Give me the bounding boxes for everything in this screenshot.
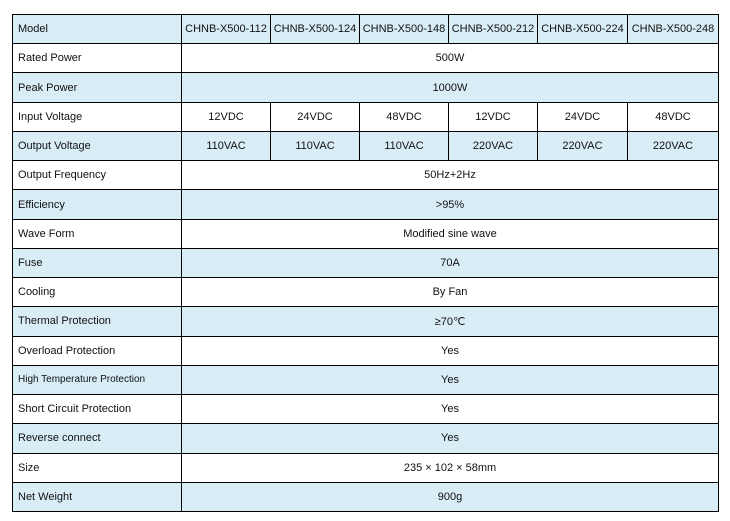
row-value: 900g <box>182 482 719 511</box>
table-header-row <box>13 15 719 44</box>
row-value: 48VDC <box>360 102 449 131</box>
row-label: Efficiency <box>13 190 182 219</box>
row-value: 220VAC <box>538 131 628 160</box>
table-row <box>13 336 719 365</box>
row-label: High Temperature Protection <box>13 365 182 394</box>
row-label: Size <box>13 453 182 482</box>
table-row <box>13 161 719 190</box>
row-value: 12VDC <box>182 102 271 131</box>
row-label: Output Voltage <box>13 131 182 160</box>
row-value: 220VAC <box>628 131 719 160</box>
row-label: Input Voltage <box>13 102 182 131</box>
table-row <box>13 278 719 307</box>
row-value: 24VDC <box>538 102 628 131</box>
table-row <box>13 424 719 453</box>
row-value: 110VAC <box>182 131 271 160</box>
row-label: Rated Power <box>13 44 182 73</box>
row-value: 110VAC <box>271 131 360 160</box>
row-value: 235 × 102 × 58mm <box>182 453 719 482</box>
table-row <box>13 395 719 424</box>
table-row <box>13 248 719 277</box>
table-row <box>13 131 719 160</box>
table-row <box>13 44 719 73</box>
row-value: By Fan <box>182 278 719 307</box>
row-value: 48VDC <box>628 102 719 131</box>
row-value: Yes <box>182 365 719 394</box>
row-value: 110VAC <box>360 131 449 160</box>
model-cell: CHNB-X500-212 <box>449 15 538 44</box>
row-value: Yes <box>182 395 719 424</box>
row-label: Short Circuit Protection <box>13 395 182 424</box>
row-label: Reverse connect <box>13 424 182 453</box>
table-row <box>13 307 719 336</box>
row-label: Fuse <box>13 248 182 277</box>
row-label: Wave Form <box>13 219 182 248</box>
model-cell: CHNB-X500-148 <box>360 15 449 44</box>
model-cell: CHNB-X500-248 <box>628 15 719 44</box>
table-row <box>13 453 719 482</box>
row-value: 1000W <box>182 73 719 102</box>
row-value: 220VAC <box>449 131 538 160</box>
row-label: Thermal Protection <box>13 307 182 336</box>
header-label-model: Model <box>13 15 182 44</box>
model-cell: CHNB-X500-224 <box>538 15 628 44</box>
row-value: Yes <box>182 424 719 453</box>
row-label: Peak Power <box>13 73 182 102</box>
table-row <box>13 190 719 219</box>
table-row <box>13 219 719 248</box>
row-value: ≥70℃ <box>182 307 719 336</box>
row-value: Modified sine wave <box>182 219 719 248</box>
model-cell: CHNB-X500-112 <box>182 15 271 44</box>
model-cell: CHNB-X500-124 <box>271 15 360 44</box>
row-label: Net Weight <box>13 482 182 511</box>
row-label: Cooling <box>13 278 182 307</box>
row-value: 70A <box>182 248 719 277</box>
table-row <box>13 482 719 511</box>
row-value: 50Hz+2Hz <box>182 161 719 190</box>
row-label: Output Frequency <box>13 161 182 190</box>
row-value: 24VDC <box>271 102 360 131</box>
row-label: Overload Protection <box>13 336 182 365</box>
spec-table <box>12 14 719 512</box>
table-row <box>13 365 719 394</box>
row-value: 500W <box>182 44 719 73</box>
row-value: 12VDC <box>449 102 538 131</box>
table-row <box>13 102 719 131</box>
row-value: Yes <box>182 336 719 365</box>
table-row <box>13 73 719 102</box>
row-value: >95% <box>182 190 719 219</box>
